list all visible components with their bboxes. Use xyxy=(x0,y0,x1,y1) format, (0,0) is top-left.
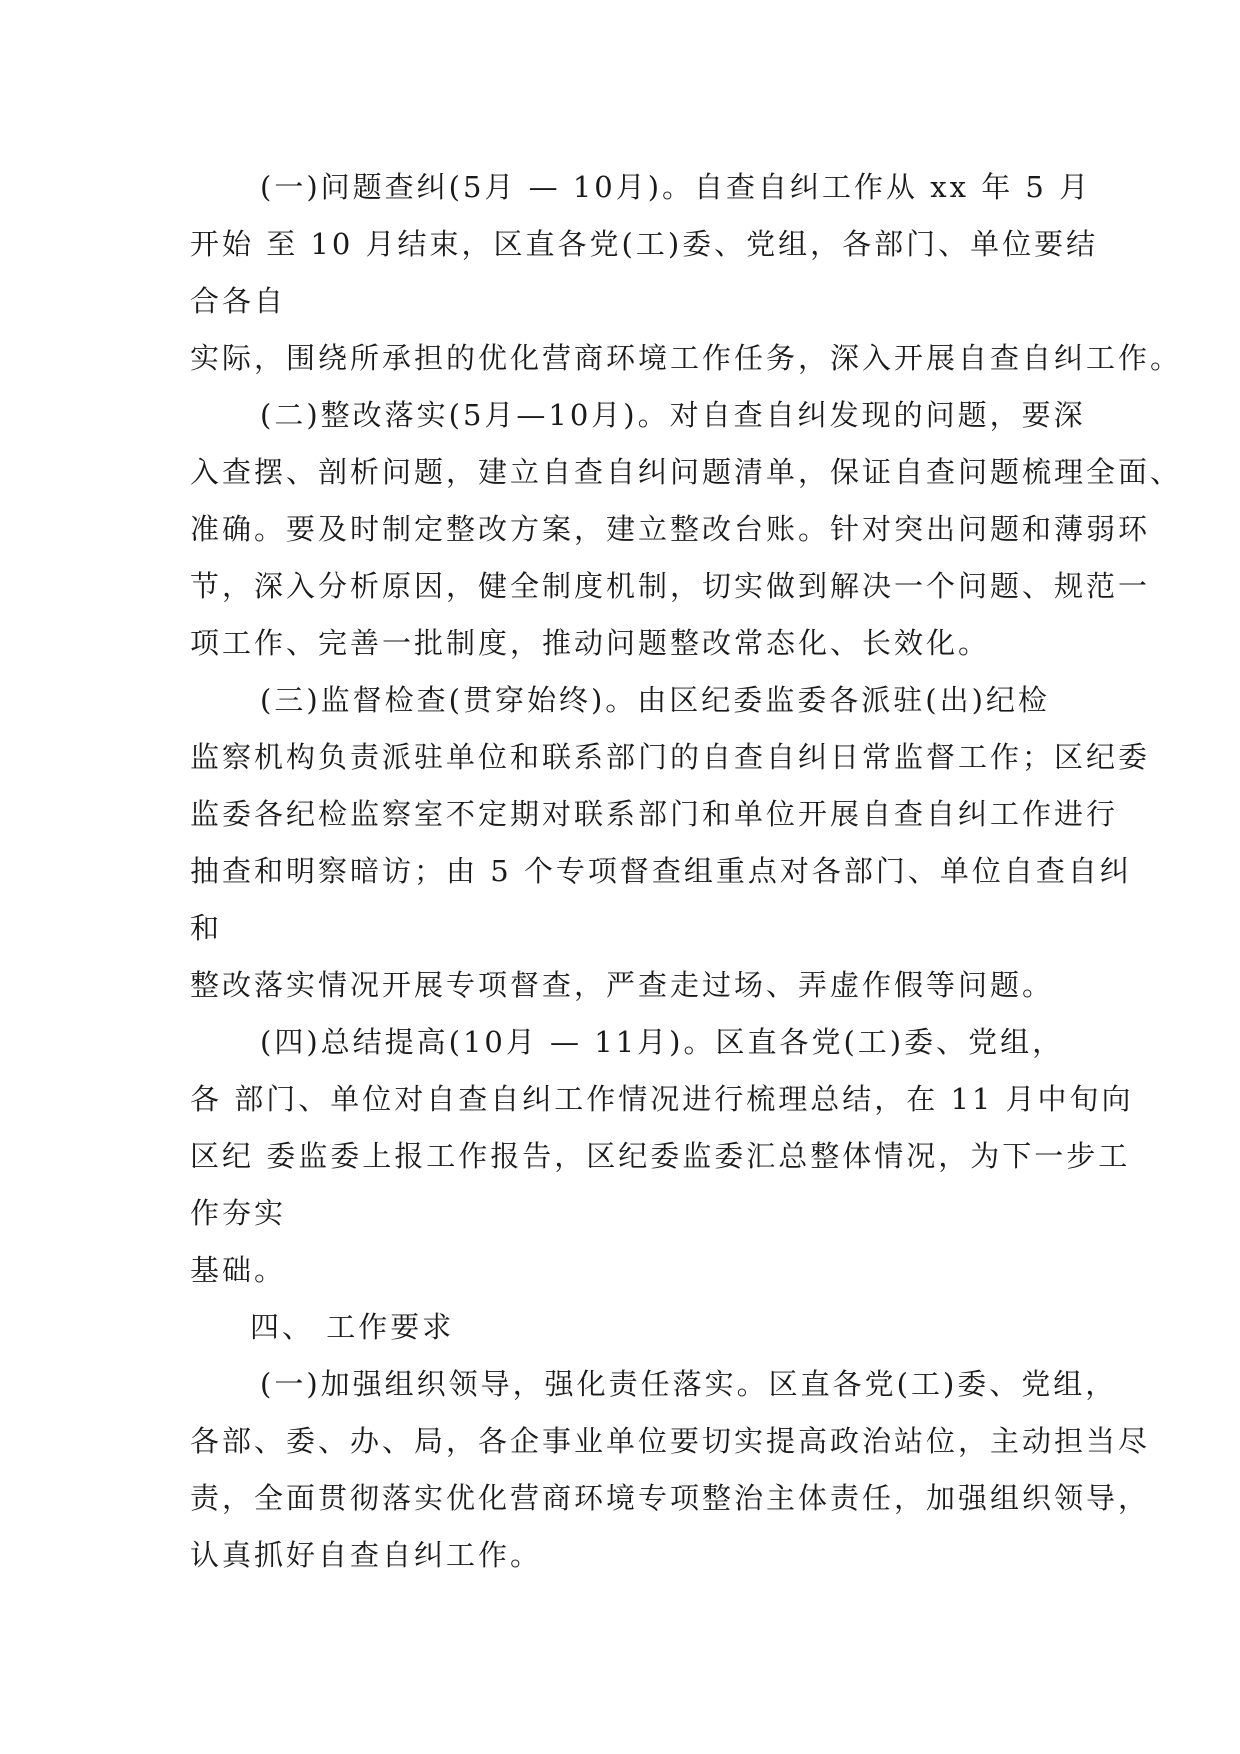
paragraph-4-line-4: 作夯实 xyxy=(190,1196,287,1230)
paragraph-3-line-5: 和 xyxy=(190,911,223,945)
paragraph-3-line-1: (三)监督检查(贯穿始终)。由区纪委监委各派驻(出)纪检 xyxy=(260,683,1050,717)
paragraph-3-line-6: 整改落实情况开展专项督查，严查走过场、弄虚作假等问题。 xyxy=(190,968,1055,1002)
paragraph-4-line-3: 区纪 委监委上报工作报告，区纪委监委汇总整体情况，为下一步工 xyxy=(190,1139,1131,1173)
paragraph-5-line-1: (一)加强组织领导，强化责任落实。区直各党(工)委、党组， xyxy=(260,1367,1118,1401)
paragraph-1-line-2: 开始 至 10 月结束，区直各党(工)委、党组，各部门、单位要结 xyxy=(190,227,1099,261)
paragraph-5-line-3: 责，全面贯彻落实优化营商环境专项整治主体责任，加强组织领导， xyxy=(190,1481,1151,1515)
paragraph-2-line-4: 节，深入分析原因，健全制度机制，切实做到解决一个问题、规范一 xyxy=(190,569,1151,603)
paragraph-5-line-2: 各部、委、办、局，各企事业单位要切实提高政治站位，主动担当尽 xyxy=(190,1424,1151,1458)
paragraph-2-line-3: 准确。要及时制定整改方案，建立整改台账。针对突出问题和薄弱环 xyxy=(190,512,1151,546)
paragraph-3-line-3: 监委各纪检监察室不定期对联系部门和单位开展自查自纠工作进行 xyxy=(190,797,1119,831)
section-heading: 四、 工作要求 xyxy=(250,1310,455,1344)
paragraph-3-line-4: 抽查和明察暗访；由 5 个专项督查组重点对各部门、单位自查自纠 xyxy=(190,854,1132,888)
paragraph-2-line-5: 项工作、完善一批制度，推动问题整改常态化、长效化。 xyxy=(190,626,991,660)
paragraph-4-line-1: (四)总结提高(10月 — 11月)。区直各党(工)委、党组， xyxy=(260,1025,1065,1059)
paragraph-1-line-3: 合各自 xyxy=(190,284,287,318)
paragraph-4-line-5: 基础。 xyxy=(190,1253,287,1287)
paragraph-5-line-4: 认真抓好自查自纠工作。 xyxy=(190,1538,543,1572)
paragraph-2-line-2: 入查摆、剖析问题，建立自查自纠问题清单，保证自查问题梳理全面、 xyxy=(190,455,1183,489)
paragraph-3-line-2: 监察机构负责派驻单位和联系部门的自查自纠日常监督工作；区纪委 xyxy=(190,740,1151,774)
paragraph-4-line-2: 各 部门、单位对自查自纠工作情况进行梳理总结，在 11 月中旬向 xyxy=(190,1082,1134,1116)
paragraph-1-line-1: (一)问题查纠(5月 — 10月)。自查自纠工作从 xx 年 5 月 xyxy=(260,170,1092,204)
paragraph-1-line-4: 实际，围绕所承担的优化营商环境工作任务，深入开展自查自纠工作。 xyxy=(190,341,1183,375)
paragraph-2-line-1: (二)整改落实(5月—10月)。对自查自纠发现的问题，要深 xyxy=(260,398,1086,432)
